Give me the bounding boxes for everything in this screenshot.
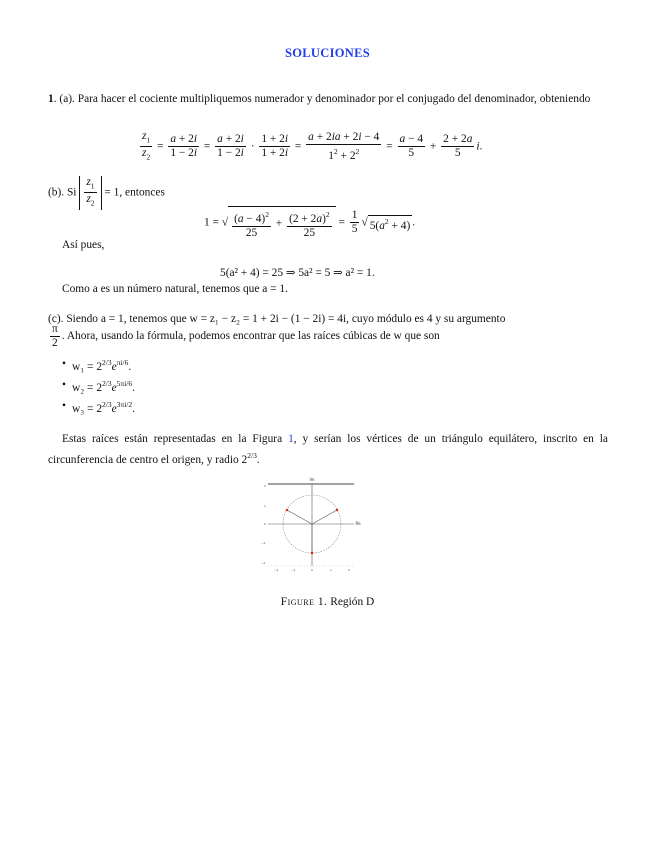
root-w2-base: w₂ = 2 [72,381,103,394]
radius-w2 [287,510,312,524]
point-w1 [336,509,338,511]
closing-text-1: Estas raíces están representadas en la Figura [62,433,289,445]
x-axis-label: Re [355,521,361,526]
x-tick-c: 0 [311,568,313,572]
closing-paragraph: Estas raíces están representadas en la Figura 1, y serían los vértices de un triángulo equilátero, inscrito en la circunferencia de centro el origen, y radio $2^{2/3}$. [48,433,608,466]
page-title: SOLUCIONES [285,46,370,60]
root-w1-base: w₁ = 2 [72,360,103,373]
point-w3 [311,552,313,554]
x-tick-a: −2 [274,568,279,572]
part-b-conclusion: Como a es un número natural, tenemos que a = 1. [62,283,288,295]
y-tick-neg1: −1 [261,541,266,545]
caption-text: Región D [330,596,375,608]
closing-text-2: , y serían los vértices de un triángulo equilátero, inscrito en la circunferencia de centro el origen, y radio 2 [48,433,608,466]
part-b-intro: (b). Si $\frac{z_1}{z_2}$ = 1, entonces [48,176,165,208]
root-w3-base: w₃ = 2 [72,402,103,415]
y-tick-2: 2 [264,484,266,488]
part-c-line1: (c). Siendo a = 1, tenemos que w = z₁ − z₂ = 1 + 2i − (1 − 2i) = 4i, cuyo módulo es 4 y su argumento [48,313,506,325]
part-c-line2: $\frac{\pi}{2}$ . Ahora, usando la fórmula, podemos encontrar que las raíces cúbicas de w que son [52,323,440,349]
figure-roots-plot [258,474,362,574]
root-w2: • $w_2 = 2^{2/3}e^{5\pi i/6}$. [72,379,135,394]
y-tick-0: 0 [264,522,266,526]
part-b-label: (b). Si [48,186,77,199]
root-w3: • $w_3 = 2^{2/3}e^{3\pi i/2}$. [72,400,135,415]
y-tick-neg2: −2 [261,561,266,565]
figure-ref-link[interactable]: 1 [288,433,294,445]
caption-label: Figure 1. [280,596,328,608]
asi-pues: Así pues, [62,239,105,251]
x-tick-d: 1 [330,568,332,572]
problem-number: 1 [48,93,54,105]
part-b-equation: 1 = √ $\frac{(a - 4)^2}{25}$ + $\frac{(2 + 2a)^2}{25}$ = $\frac{1}{5}$ √ $5(a^2 + 4)$ . [204,206,415,240]
x-tick-b: −1 [291,568,296,572]
part-a-equation: $\frac{z_1}{z_2}$ = $\frac{a + 2i}{1 - 2i}$ = $\frac{a + 2i}{1 - 2i}$ · $\frac{1 + 2i}{1 + 2i}$ = $\frac{a + 2ia + 2i - 4}{1^2 + 2^2}$ = $\frac{a - 4}{5}$ + $\frac{2 + 2a}{5}$ i. [142,130,483,162]
figure-caption [0,596,655,608]
part-c-line2-text: . Ahora, usando la fórmula, podemos encontrar que las raíces cúbicas de w que son [61,330,440,343]
point-w2 [286,509,288,511]
part-a-text: . (a). Para hacer el cociente multipliquemos numerador y denominador por el conjugado del denominador, obteniendo [53,93,591,105]
radius-w1 [312,510,337,524]
part-b-equation-2: 5(a² + 4) = 25 ⇒ 5a² = 5 ⇒ a² = 1. [220,267,375,279]
part-b-after: = 1, entonces [104,186,165,199]
y-axis-label: Im [309,477,315,482]
x-tick-e: 2 [348,568,350,572]
root-w1: • $w_1 = 2^{2/3}e^{\pi i/6}$. [72,358,131,373]
part-a-paragraph [48,92,608,108]
y-tick-1: 1 [264,504,266,508]
